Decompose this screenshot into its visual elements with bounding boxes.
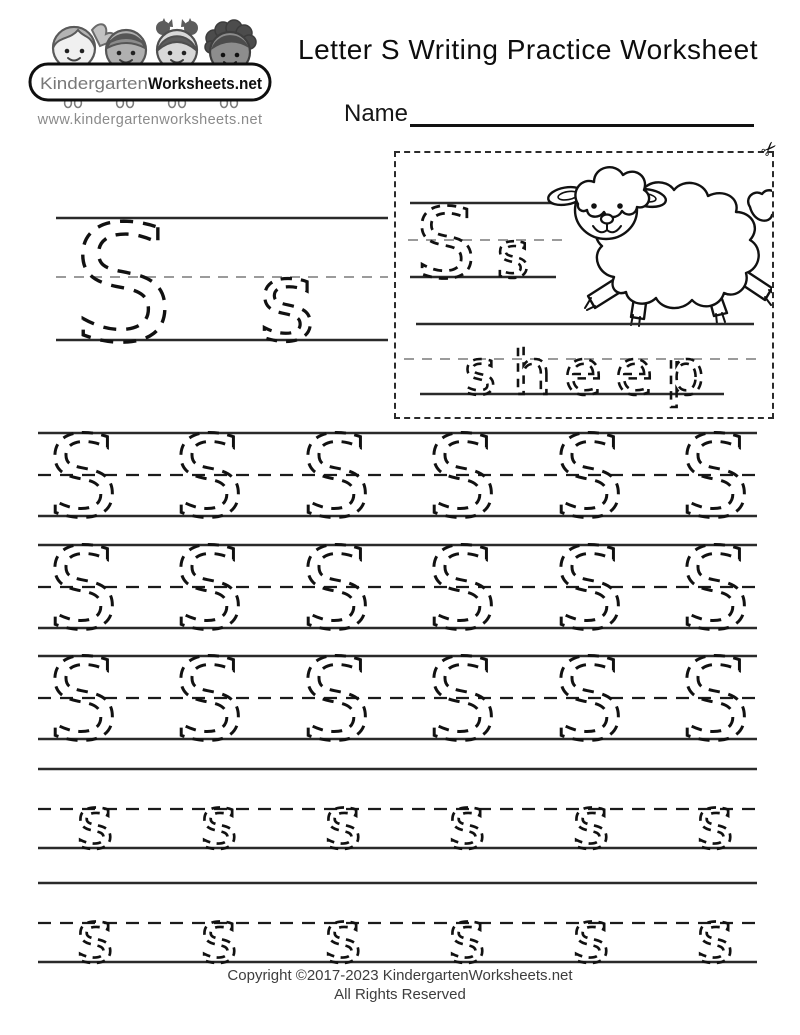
- practice-row: [30, 532, 770, 637]
- logo-kid-3: [156, 18, 198, 70]
- trace-letter: S: [47, 643, 119, 748]
- trace-letter: s: [448, 895, 486, 970]
- page-title: Letter S Writing Practice Worksheet: [298, 34, 758, 65]
- trace-letter: S: [426, 643, 498, 748]
- trace-letter: S: [300, 420, 372, 525]
- trace-letter: s: [200, 895, 238, 970]
- trace-letter: S: [679, 532, 751, 637]
- trace-letter: S: [426, 532, 498, 637]
- trace-letter: S: [300, 532, 372, 637]
- trace-letter: S: [47, 532, 119, 637]
- trace-letter: S: [47, 420, 119, 525]
- trace-letter: S: [553, 532, 625, 637]
- trace-letter: s: [324, 781, 362, 856]
- trace-letter: S: [426, 420, 498, 525]
- practice-row: [30, 756, 770, 856]
- trace-letter: s: [572, 781, 610, 856]
- trace-letter: s: [696, 781, 734, 856]
- name-write-line: [410, 124, 754, 127]
- rights-text: All Rights Reserved: [334, 986, 466, 1003]
- main-trace-area: [40, 190, 392, 355]
- example-box: [394, 136, 784, 419]
- logo-brand-part2: Worksheets.net: [148, 74, 263, 93]
- trace-letter: s: [572, 895, 610, 970]
- trace-letter: S: [553, 643, 625, 748]
- name-label: Name: [344, 100, 409, 127]
- sheep-illustration: [547, 167, 772, 326]
- trace-letter: S: [679, 420, 751, 525]
- example-box-content: [396, 153, 772, 417]
- trace-letter: S: [679, 643, 751, 748]
- practice-row: [30, 420, 770, 525]
- trace-letter: S: [300, 643, 372, 748]
- trace-letter: S: [173, 420, 245, 525]
- trace-letter: s: [696, 895, 734, 970]
- trace-letter: s: [76, 781, 114, 856]
- logo: [26, 8, 274, 112]
- trace-word-letter: p: [665, 336, 705, 409]
- trace-letter: s: [324, 895, 362, 970]
- trace-letter: S: [173, 643, 245, 748]
- trace-letter: s: [76, 895, 114, 970]
- trace-letter: s: [200, 781, 238, 856]
- trace-word-letter: e: [614, 336, 654, 409]
- logo-url: www.kindergartenworksheets.net: [37, 112, 263, 128]
- trace-word-letter: e: [563, 336, 603, 409]
- trace-word-letter: s: [463, 336, 497, 409]
- trace-letter-uppercase: S: [72, 191, 174, 355]
- practice-row: [30, 643, 770, 748]
- scissors-icon: ✂: [756, 136, 784, 163]
- trace-word: [464, 336, 705, 409]
- trace-letter-lowercase: s: [496, 219, 530, 293]
- logo-kid-1: [53, 24, 114, 69]
- logo-brand-part1: Kindergarten: [40, 74, 148, 93]
- trace-word-letter: h: [512, 336, 552, 409]
- trace-letter-lowercase: s: [258, 238, 316, 355]
- copyright-text: Copyright ©2017-2023 KindergartenWorksheets.net: [227, 967, 573, 984]
- practice-row: [30, 870, 770, 970]
- trace-letter: S: [553, 420, 625, 525]
- trace-letter-uppercase: S: [415, 188, 477, 300]
- trace-letter: S: [173, 532, 245, 637]
- trace-letter: s: [448, 781, 486, 856]
- footer: [0, 966, 800, 1004]
